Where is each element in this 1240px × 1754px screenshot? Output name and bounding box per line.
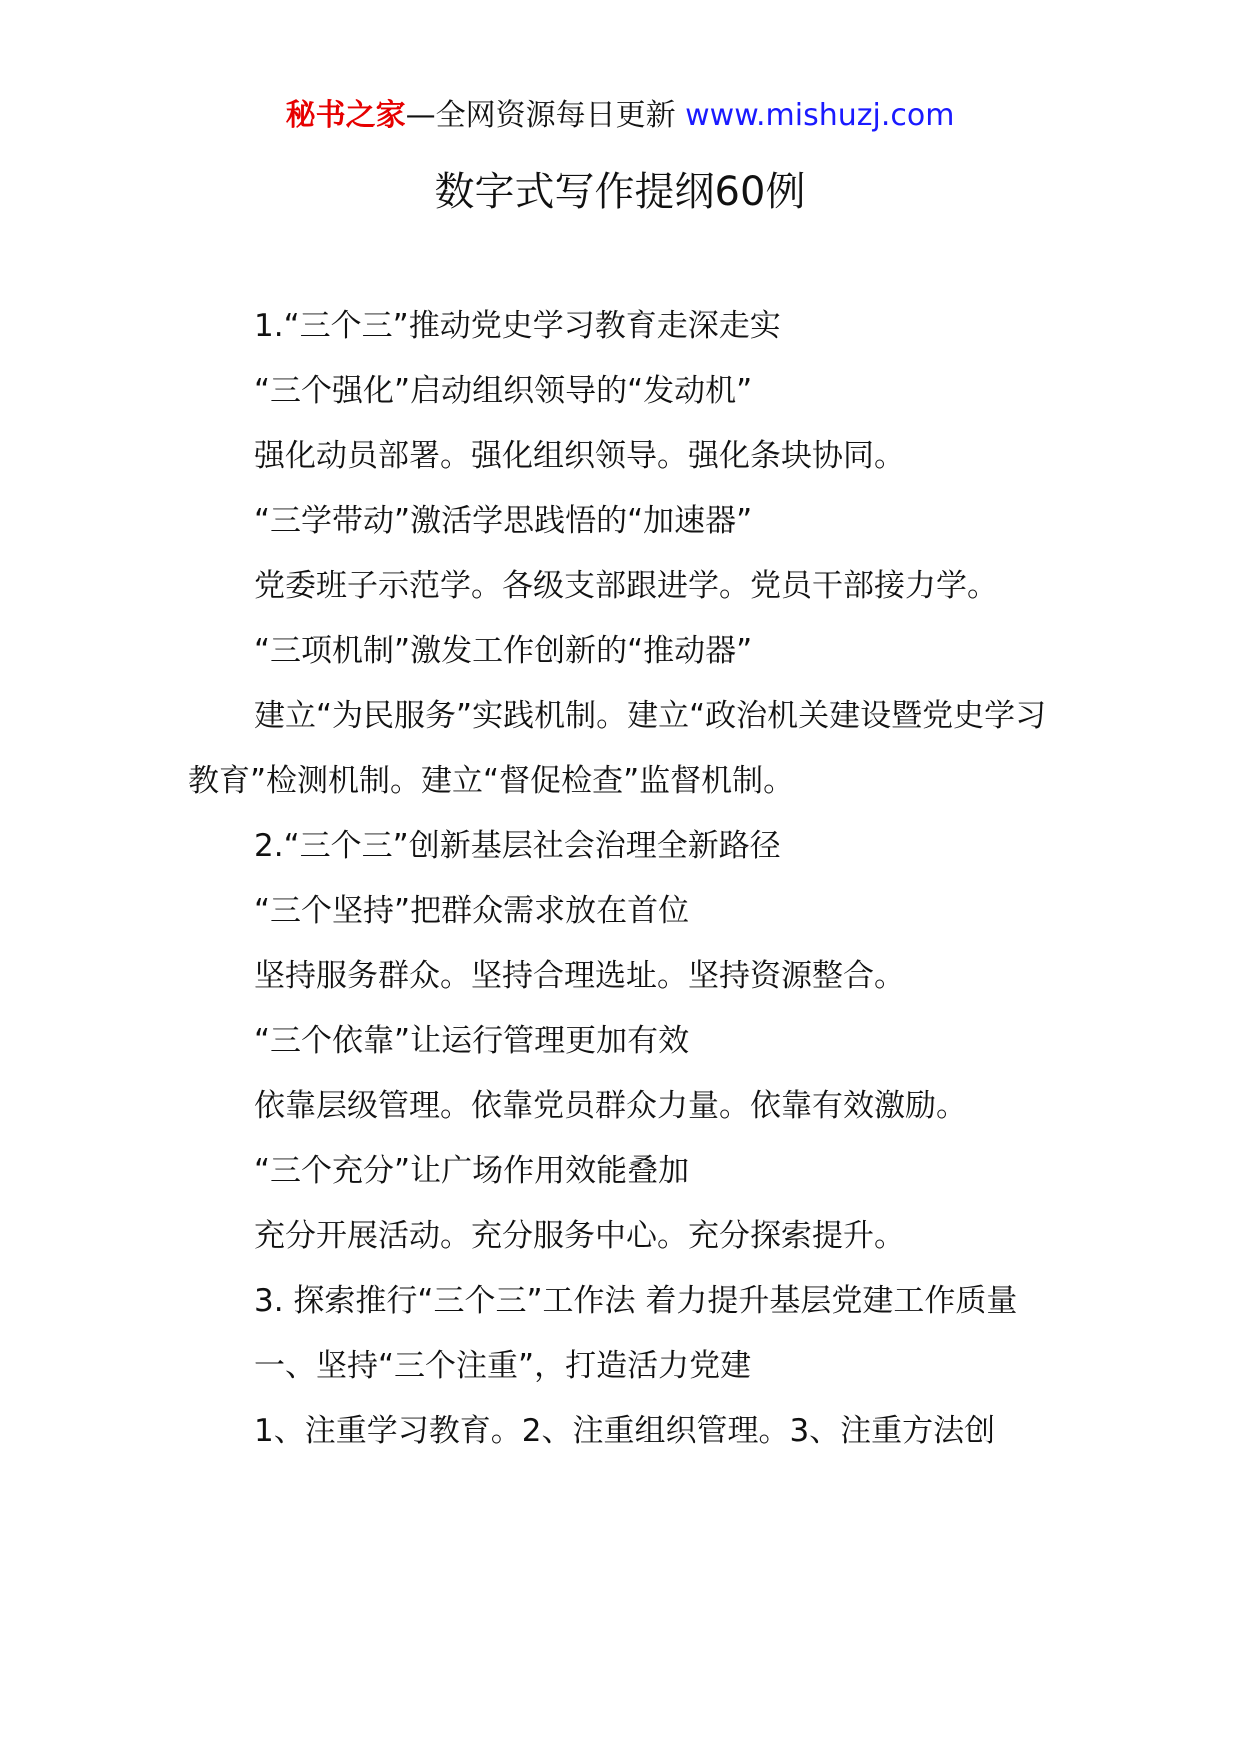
subheading: “三项机制”激发工作创新的“推动器” [254,633,753,669]
paragraph: 坚持服务群众。坚持合理选址。坚持资源整合。 [254,958,905,994]
brand-name: 秘书之家 [285,98,406,133]
header-tagline: —全网资源每日更新 [405,98,676,133]
subheading: “三学带动”激活学思践悟的“加速器” [254,503,753,539]
heading-item-1: 1.“三个三”推动党史学习教育走深走实 [254,308,781,344]
paragraph: 党委班子示范学。各级支部跟进学。党员干部接力学。 [254,568,998,604]
paragraph: 建立“为民服务”实践机制。建立“政治机关建设暨党史学习教育”检测机制。建立“督促检查”监督机制。 [188,698,1047,799]
heading-item-2: 2.“三个三”创新基层社会治理全新路径 [254,828,781,864]
subheading: “三个强化”启动组织领导的“发动机” [254,373,753,409]
site-url-link[interactable]: www.mishuzj.com [685,98,955,133]
section-heading: 一、坚持“三个注重”，打造活力党建 [254,1348,752,1384]
document-title: 数字式写作提纲60例 [434,169,806,215]
paragraph: 充分开展活动。充分服务中心。充分探索提升。 [254,1218,905,1254]
site-header [0,96,1240,136]
paragraph: 1、注重学习教育。2、注重组织管理。3、注重方法创 [254,1413,996,1449]
subheading: “三个充分”让广场作用效能叠加 [254,1153,690,1189]
subheading: “三个依靠”让运行管理更加有效 [254,1023,690,1059]
heading-item-3: 3. 探索推行“三个三”工作法 着力提升基层党建工作质量 [254,1283,1018,1319]
subheading: “三个坚持”把群众需求放在首位 [254,893,690,929]
paragraph: 依靠层级管理。依靠党员群众力量。依靠有效激励。 [254,1088,967,1124]
paragraph: 强化动员部署。强化组织领导。强化条块协同。 [254,438,905,474]
document-body [188,294,1058,1464]
